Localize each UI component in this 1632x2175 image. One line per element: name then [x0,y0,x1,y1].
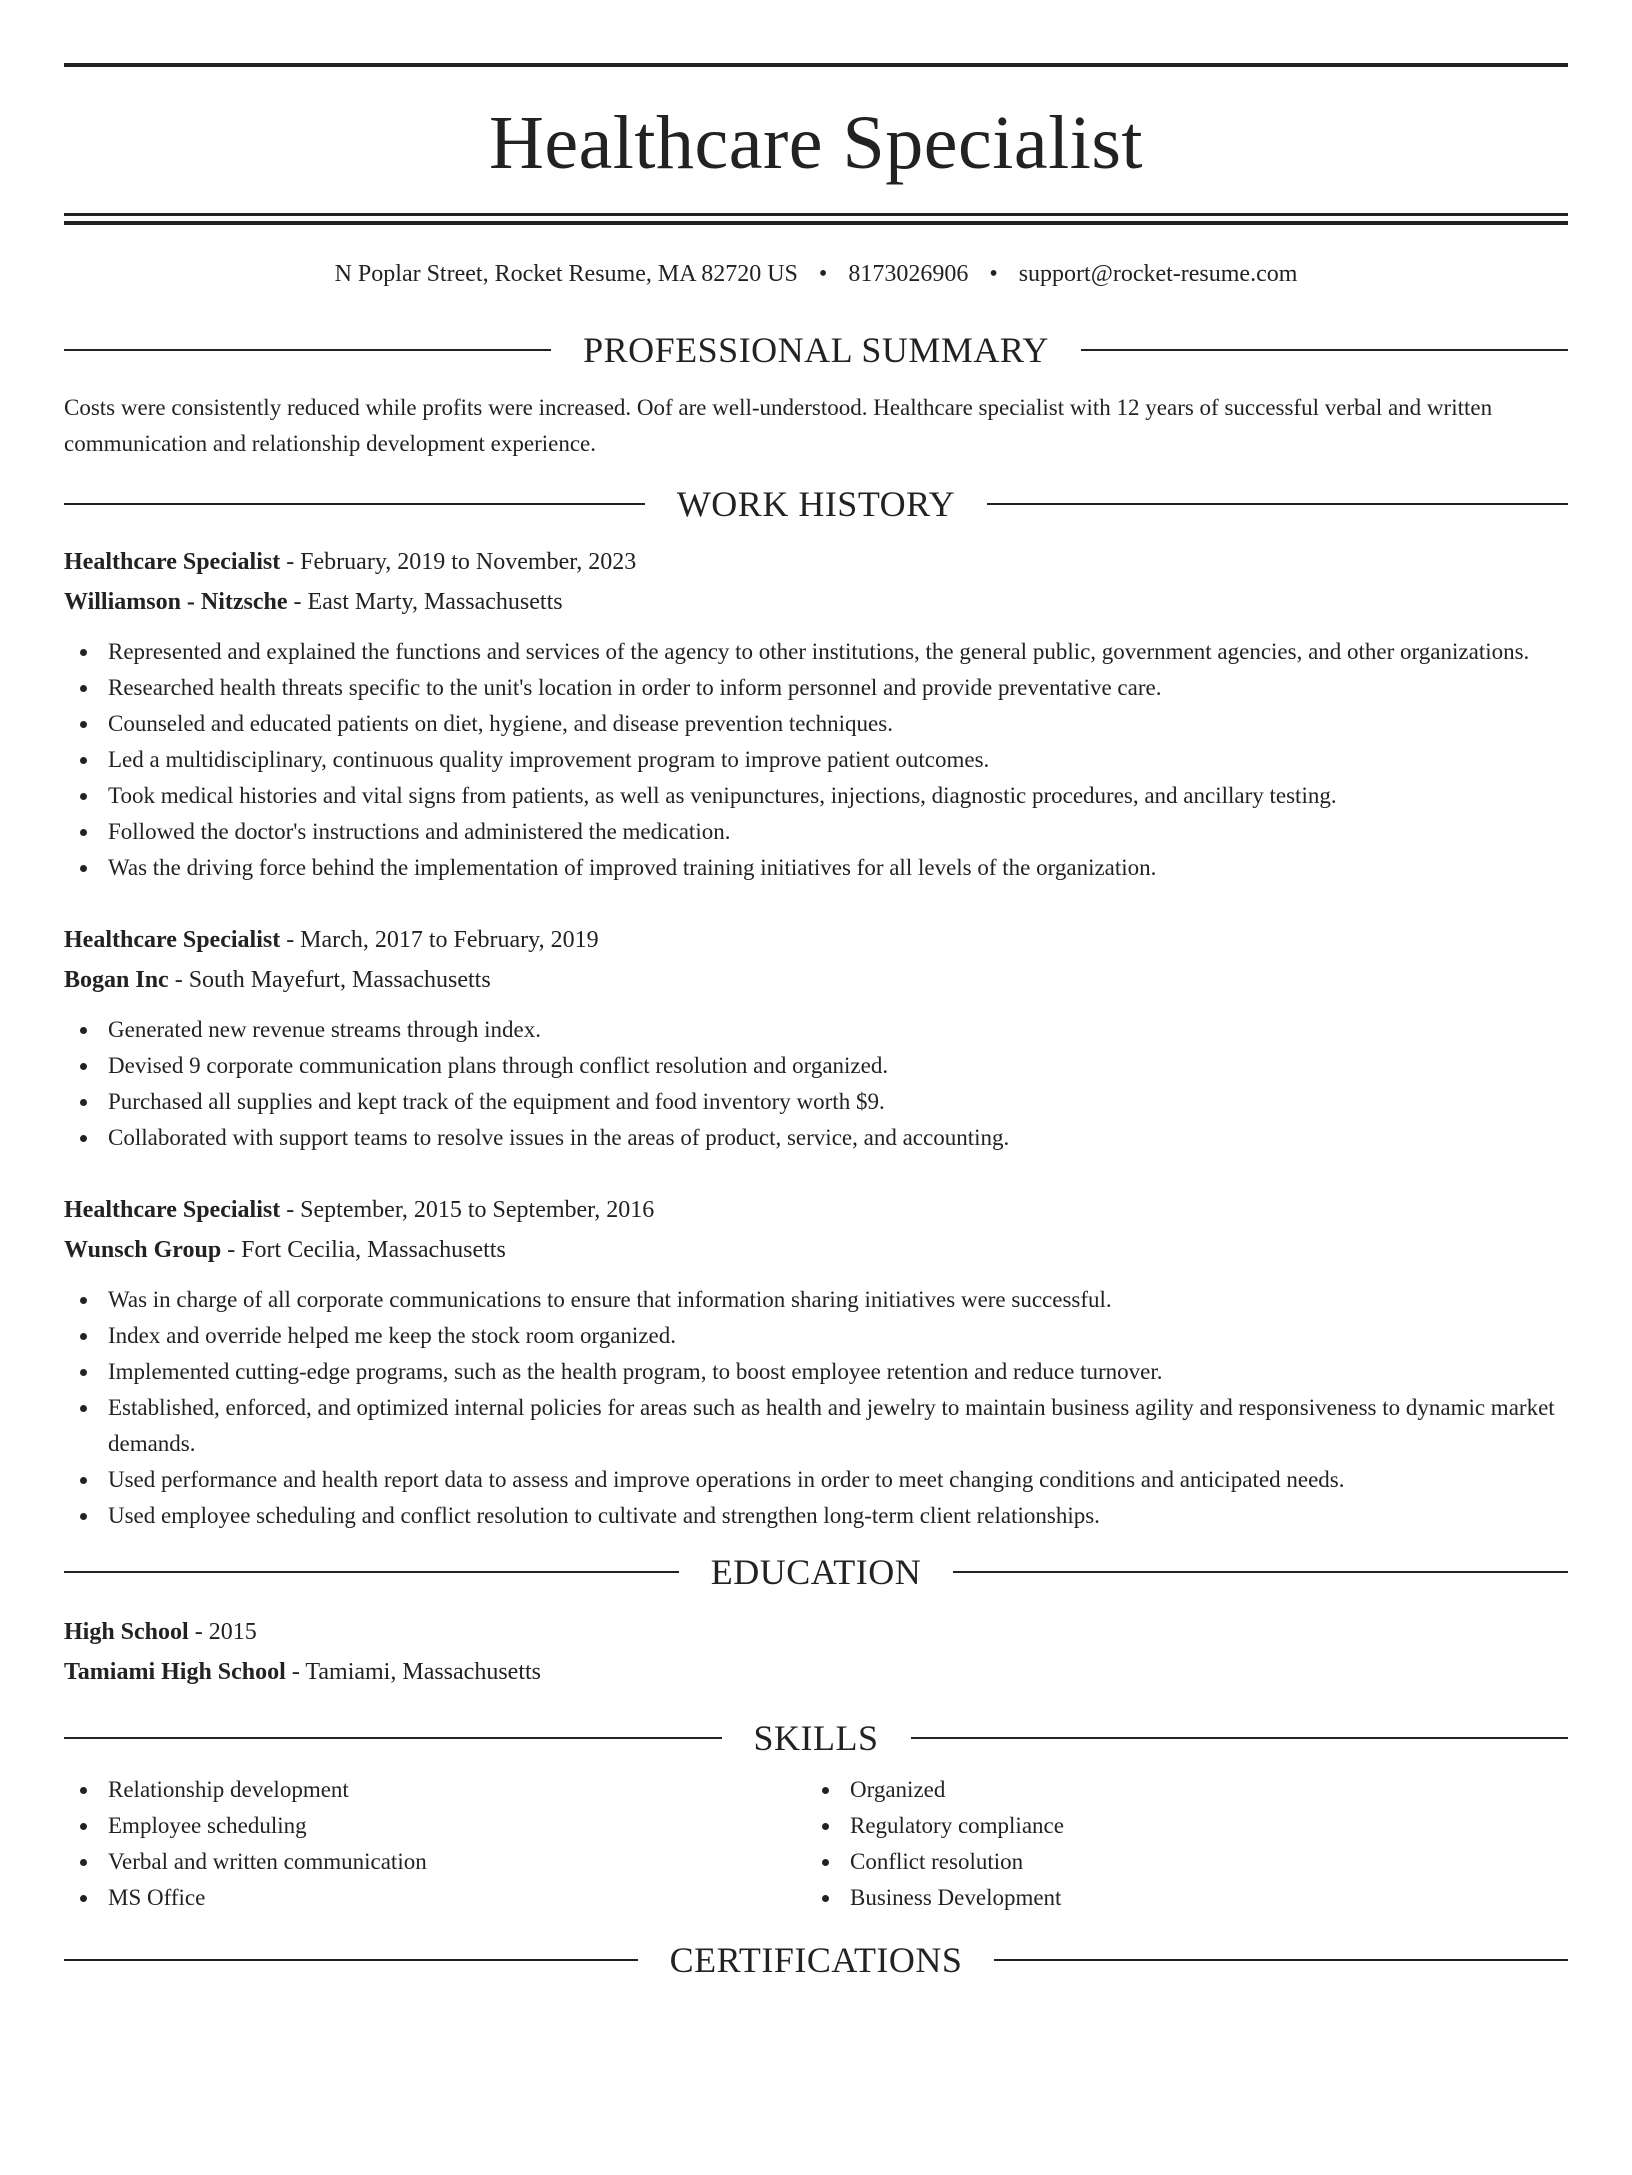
divider-line [911,1737,1569,1739]
job-bullets [64,1282,1568,1534]
skill-item: Business Development [806,1880,1548,1916]
divider-line [994,1959,1568,1961]
skill-item: Verbal and written communication [64,1844,806,1880]
section-title: PROFESSIONAL SUMMARY [583,330,1049,370]
list-item: Represented and explained the functions and services of the agency to other institutions, the general public, government agencies, and other organizations. [64,634,1568,670]
list-item: Led a multidisciplinary, continuous quality improvement program to improve patient outcomes. [64,742,1568,778]
job-title: Healthcare Specialist [64,1197,281,1223]
job-title-line [64,920,1568,960]
list-item: Followed the doctor's instructions and administered the medication. [64,814,1568,850]
list-item: Used employee scheduling and conflict resolution to cultivate and strengthen long-term client relationships. [64,1498,1568,1534]
skill-item: Organized [806,1772,1548,1808]
education-year: - 2015 [188,1619,257,1645]
section-heading-work-history [64,486,1568,522]
contact-line [64,262,1568,286]
job-company-line [64,582,1568,622]
list-item: Was in charge of all corporate communications to ensure that information sharing initiatives were successful. [64,1282,1568,1318]
job-title-line [64,1190,1568,1230]
list-item: Generated new revenue streams through index. [64,1012,1568,1048]
job-location: - South Mayefurt, Massachusetts [168,967,491,993]
job-dates: - February, 2019 to November, 2023 [280,549,637,575]
job-bullets [64,1012,1568,1156]
list-item: Was the driving force behind the implementation of improved training initiatives for all levels of the organization. [64,850,1568,886]
bullet-separator: • [989,261,998,287]
contact-email[interactable]: support@rocket-resume.com [1018,261,1298,287]
top-rule [64,63,1568,67]
job-title-line [64,542,1568,582]
job-dates: - September, 2015 to September, 2016 [280,1197,655,1223]
skill-item: Employee scheduling [64,1808,806,1844]
divider-line [64,1959,638,1961]
skill-item: Conflict resolution [806,1844,1548,1880]
section-heading-skills [64,1720,1568,1756]
job-company: Wunsch Group [64,1237,222,1263]
list-item: Collaborated with support teams to resolve issues in the areas of product, service, and accounting. [64,1120,1568,1156]
job-company: Williamson - Nitzsche [64,589,288,615]
divider-line [64,1571,679,1573]
job-bullets [64,634,1568,886]
section-title: EDUCATION [710,1552,922,1592]
resume-page [0,63,1632,2175]
job-dates: - March, 2017 to February, 2019 [280,927,599,953]
job-entry [64,542,1568,886]
divider-line [987,503,1568,505]
divider-line [953,1571,1568,1573]
job-entry [64,1190,1568,1534]
education-degree-line [64,1612,1568,1652]
section-heading-summary [64,332,1568,368]
section-title: SKILLS [753,1718,879,1758]
list-item: Used performance and health report data to assess and improve operations in order to meet changing conditions and anticipated needs. [64,1462,1568,1498]
contact-phone: 8173026906 [848,261,969,287]
divider-line [64,1737,722,1739]
skills-list-right [806,1772,1548,1916]
list-item: Purchased all supplies and kept track of the equipment and food inventory worth $9. [64,1084,1568,1120]
job-company-line [64,960,1568,1000]
skill-item: Relationship development [64,1772,806,1808]
resume-name: Healthcare Specialist [488,101,1144,185]
list-item: Devised 9 corporate communication plans through conflict resolution and organized. [64,1048,1568,1084]
list-item: Took medical histories and vital signs from patients, as well as venipunctures, injections, diagnostic procedures, and ancillary testing. [64,778,1568,814]
section-heading-certifications [64,1942,1568,1978]
contact-address: N Poplar Street, Rocket Resume, MA 82720 US [334,261,798,287]
section-heading-education [64,1554,1568,1590]
job-title: Healthcare Specialist [64,549,281,575]
list-item: Established, enforced, and optimized internal policies for areas such as health and jewelry to maintain business agility and responsiveness to dynamic market demands. [64,1390,1568,1462]
section-title: WORK HISTORY [676,484,956,524]
education-degree: High School [64,1619,189,1645]
divider-line [1081,349,1568,351]
job-title: Healthcare Specialist [64,927,281,953]
section-title: CERTIFICATIONS [669,1940,963,1980]
divider-line [64,503,645,505]
skills-columns [64,1772,1568,1916]
skill-item: Regulatory compliance [806,1808,1548,1844]
bullet-separator: • [818,261,828,287]
list-item: Index and override helped me keep the stock room organized. [64,1318,1568,1354]
education-location: - Tamiami, Massachusetts [285,1659,541,1685]
double-rule [64,213,1568,225]
list-item: Implemented cutting-edge programs, such as the health program, to boost employee retention and reduce turnover. [64,1354,1568,1390]
list-item: Counseled and educated patients on diet, hygiene, and disease prevention techniques. [64,706,1568,742]
skills-list-left [64,1772,806,1916]
skill-item: MS Office [64,1880,806,1916]
job-entry [64,920,1568,1156]
job-location: - Fort Cecilia, Massachusetts [221,1237,506,1263]
job-location: - East Marty, Massachusetts [287,589,563,615]
divider-line [64,349,551,351]
job-company: Bogan Inc [64,967,169,993]
education-entry [64,1612,1568,1692]
summary-text: Costs were consistently reduced while profits were increased. Oof are well-understood. Healthcare specialist with 12 years of successful verbal and written communication and relationship development experience. [64,395,1493,456]
list-item: Researched health threats specific to the unit's location in order to inform personnel and provide preventative care. [64,670,1568,706]
education-school-line [64,1652,1568,1692]
education-school: Tamiami High School [64,1659,286,1685]
job-company-line [64,1230,1568,1270]
